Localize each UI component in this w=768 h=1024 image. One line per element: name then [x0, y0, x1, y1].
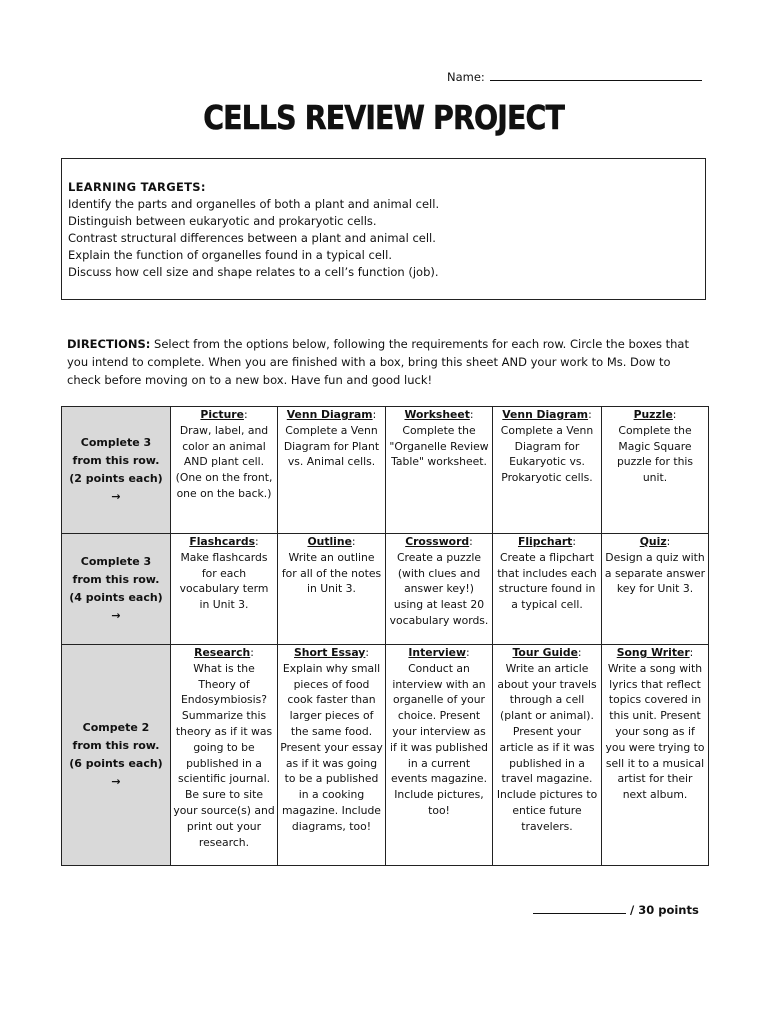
row-instruction: Compete 2 from this row. (6 points each) → — [62, 645, 171, 866]
option-body: Complete a Venn Diagram for Plant vs. Animal cells. — [283, 423, 380, 469]
option-body: Complete the "Organelle Review Table" worksheet. — [389, 423, 489, 469]
option-cell-outline[interactable]: Outline: Write an outline for all of the notes in Unit 3. — [278, 534, 386, 645]
learning-target-item: Contrast structural differences between a plant and animal cell. — [68, 231, 436, 245]
option-body: Write an article about your travels through a cell (plant or animal). Present your article as if it was published in a travel magazine. Include pictures to entice future travelers. — [496, 661, 598, 833]
option-cell-puzzle[interactable]: Puzzle: Complete the Magic Square puzzle for this unit. — [602, 407, 709, 534]
option-cell-tour-guide[interactable]: Tour Guide: Write an article about your travels through a cell (plant or animal). Present your article as if it was published in a travel magazine. Include pictures to entice future travelers. — [493, 645, 602, 866]
choice-board — [61, 406, 709, 866]
option-cell-venn-diagram[interactable]: Venn Diagram: Complete a Venn Diagram for Eukaryotic vs. Prokaryotic cells. — [493, 407, 602, 534]
page-title: CELLS REVIEW PROJECT — [203, 98, 564, 137]
learning-target-item: Identify the parts and organelles of both a plant and animal cell. — [68, 197, 440, 211]
option-title: Quiz — [639, 535, 667, 548]
learning-target-item: Distinguish between eukaryotic and prokaryotic cells. — [68, 214, 377, 228]
name-line — [447, 68, 702, 86]
learning-target-item: Discuss how cell size and shape relates to a cell’s function (job). — [68, 265, 439, 279]
option-title: Picture — [200, 408, 244, 421]
row-instruction: Complete 3 from this row. (2 points each) → — [62, 407, 171, 534]
option-cell-crossword[interactable]: Crossword: Create a puzzle (with clues and answer key!) using at least 20 vocabulary words. — [386, 534, 493, 645]
option-body: Write a song with lyrics that reflect topics covered in this unit. Present your song as if you were trying to sell it to a musical artist for their next album. — [605, 661, 705, 802]
option-cell-worksheet[interactable]: Worksheet: Complete the "Organelle Review Table" worksheet. — [386, 407, 493, 534]
option-title: Interview — [408, 646, 466, 659]
points-label: / 30 points — [630, 903, 699, 917]
option-body: Create a puzzle (with clues and answer key!) using at least 20 vocabulary words. — [389, 550, 489, 627]
option-title: Tour Guide — [512, 646, 578, 659]
option-cell-flipchart[interactable]: Flipchart: Create a flipchart that includes each structure found in a typical cell. — [493, 534, 602, 645]
option-body: Write an outline for all of the notes in Unit 3. — [281, 550, 382, 596]
points-total — [533, 902, 699, 918]
option-cell-song-writer[interactable]: Song Writer: Write a song with lyrics that reflect topics covered in this unit. Present your song as if you were trying to sell it to a musical artist for their next album. — [602, 645, 709, 866]
option-title: Short Essay — [294, 646, 366, 659]
directions-text: Select from the options below, following the requirements for each row. Circle the boxes that you intend to complete. When you are finished with a box, bring this sheet AND your work to Ms. Dow to check before moving on to a new box. Have fun and good luck! — [67, 337, 689, 387]
arrow-right-icon: → — [111, 490, 121, 503]
option-body: Explain why small pieces of food cook faster than larger pieces of the same food. Present your essay as if it was going to be a published in a cooking magazine. Include diagrams, too! — [280, 661, 383, 833]
option-cell-interview[interactable]: Interview: Conduct an interview with an organelle of your choice. Present your interview as if it was published in a current events magazine. Include pictures, too! — [386, 645, 493, 866]
arrow-right-icon: → — [111, 775, 121, 788]
option-body: Conduct an interview with an organelle of your choice. Present your interview as if it was published in a current events magazine. Include pictures, too! — [390, 661, 488, 817]
option-title: Venn Diagram — [286, 408, 373, 421]
option-body: Make flashcards for each vocabulary term in Unit 3. — [179, 550, 269, 612]
points-field[interactable] — [533, 903, 626, 914]
option-body: Design a quiz with a separate answer key for Unit 3. — [604, 550, 706, 596]
name-label: Name: — [447, 70, 485, 84]
option-body: Create a flipchart that includes each structure found in a typical cell. — [497, 550, 597, 612]
arrow-right-icon: → — [111, 609, 121, 622]
option-title: Song Writer — [616, 646, 690, 659]
option-body: Draw, label, and color an animal AND plant cell. (One on the front, one on the back.) — [175, 423, 273, 500]
choice-row — [62, 407, 709, 534]
option-cell-quiz[interactable]: Quiz: Design a quiz with a separate answer key for Unit 3. — [602, 534, 709, 645]
option-title: Flipchart — [517, 535, 573, 548]
option-title: Flashcards — [189, 535, 255, 548]
option-title: Research — [194, 646, 251, 659]
option-title: Outline — [307, 535, 352, 548]
learning-targets-box — [61, 158, 706, 300]
option-cell-research[interactable]: Research: What is the Theory of Endosymbiosis? Summarize this theory as if it was going to be published in a scientific journal. Be sure to site your source(s) and print out your research. — [171, 645, 278, 866]
learning-target-item: Explain the function of organelles found in a typical cell. — [68, 248, 392, 262]
option-body: Complete the Magic Square puzzle for this unit. — [616, 423, 694, 485]
name-field[interactable] — [490, 68, 702, 81]
directions — [67, 335, 707, 389]
option-cell-venn-diagram[interactable]: Venn Diagram: Complete a Venn Diagram for Plant vs. Animal cells. — [278, 407, 386, 534]
option-cell-flashcards[interactable]: Flashcards: Make flashcards for each vocabulary term in Unit 3. — [171, 534, 278, 645]
option-body: What is the Theory of Endosymbiosis? Summarize this theory as if it was going to be published in a scientific journal. Be sure to site your source(s) and print out your research. — [173, 661, 275, 849]
directions-label: DIRECTIONS: — [67, 337, 151, 351]
choice-row — [62, 534, 709, 645]
option-cell-picture[interactable]: Picture: Draw, label, and color an animal AND plant cell. (One on the front, one on the back.) — [171, 407, 278, 534]
option-title: Crossword — [405, 535, 470, 548]
option-title: Venn Diagram — [502, 408, 589, 421]
option-title: Worksheet — [404, 408, 470, 421]
option-body: Complete a Venn Diagram for Eukaryotic vs. Prokaryotic cells. — [500, 423, 594, 485]
option-cell-short-essay[interactable]: Short Essay: Explain why small pieces of food cook faster than larger pieces of the same food. Present your essay as if it was going to be a published in a cooking magazine. Include diagrams, too! — [278, 645, 386, 866]
row-instruction: Complete 3 from this row. (4 points each) → — [62, 534, 171, 645]
choice-row — [62, 645, 709, 866]
learning-targets-heading: LEARNING TARGETS: — [68, 180, 206, 194]
option-title: Puzzle — [633, 408, 673, 421]
